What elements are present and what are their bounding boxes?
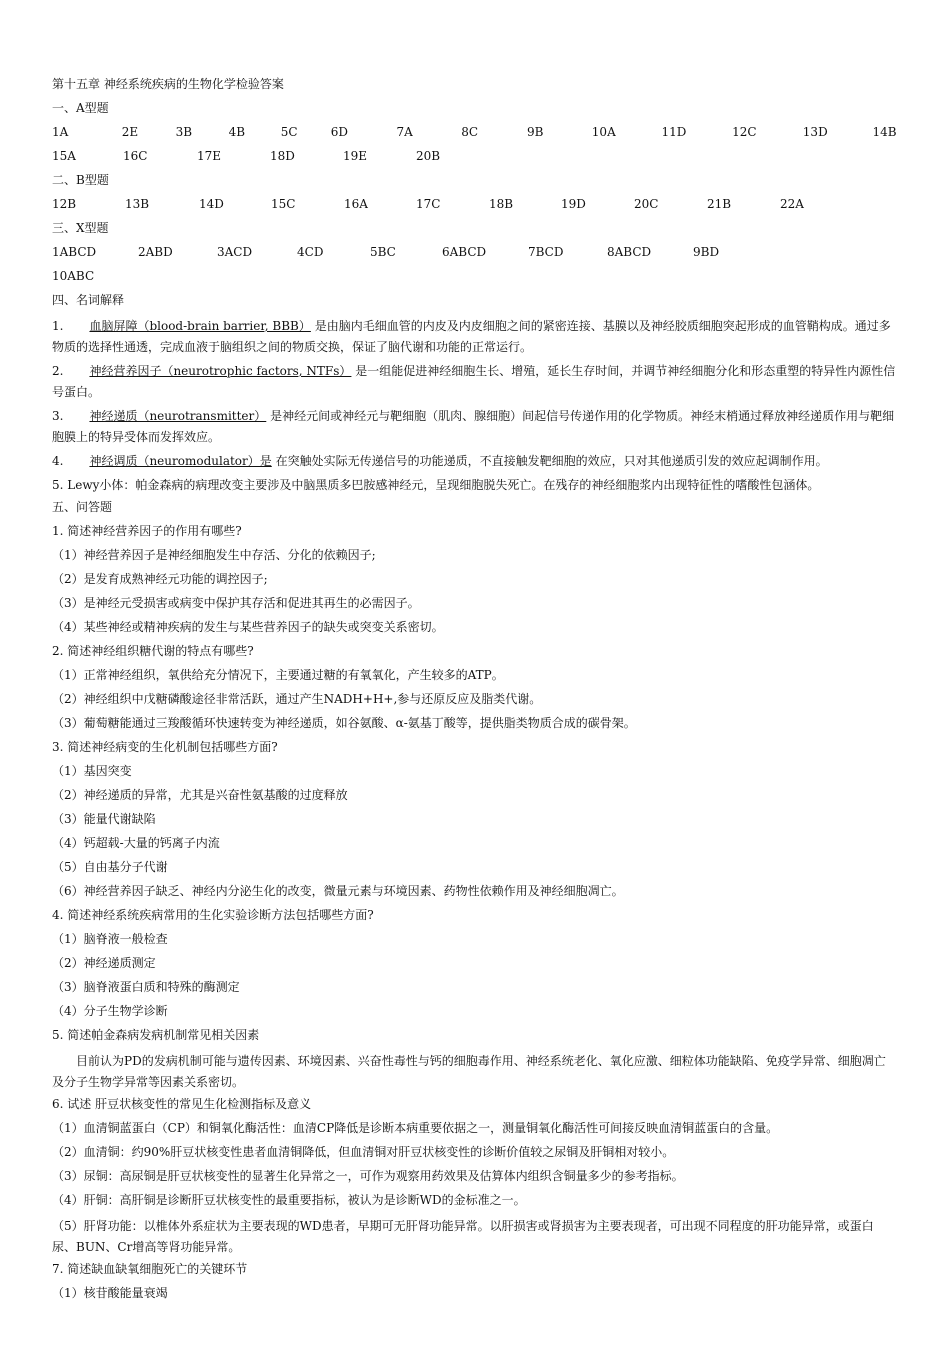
question-1: 1. 简述神经营养因子的作用有哪些?	[52, 524, 242, 538]
answer-line: （4）某些神经或精神疾病的发生与某些营养因子的缺失或突变关系密切。	[52, 620, 444, 634]
answer-line: （3）葡萄糖能通过三羧酸循环快速转变为神经递质，如谷氨酸、α-氨基丁酸等，提供脂类物质合成的碳骨架。	[52, 716, 636, 730]
answer-cell: 13D	[802, 125, 828, 139]
answer-cell: 11D	[661, 125, 687, 139]
section-x-heading: 三、X型题	[52, 221, 109, 235]
answer-cell: 8C	[461, 125, 479, 139]
answer-line: （3）能量代谢缺陷	[52, 812, 156, 826]
answer-line: （2）是发育成熟神经元功能的调控因子;	[52, 572, 268, 586]
answer-line: （1）脑脊液一般检查	[52, 932, 168, 946]
answer-paragraph: 目前认为PD的发病机制可能与遗传因素、环境因素、兴奋性毒性与钙的细胞毒作用、神经系统老化、氧化应激、细粒体功能缺陷、免疫学异常、细胞凋亡及分子生物学异常等因素关系密切。	[52, 1054, 886, 1089]
answer-cell: 4B	[228, 125, 246, 139]
answer-line: （1）神经营养因子是神经细胞发生中存活、分化的依赖因子;	[52, 548, 376, 562]
answer-cell: 1A	[52, 125, 69, 139]
answer-line: （4）肝铜：高肝铜是诊断肝豆状核变性的最重要指标，被认为是诊断WD的金标准之一。	[52, 1193, 526, 1207]
answer-cell: 10ABC	[52, 269, 95, 283]
section-x-row-1	[52, 244, 897, 260]
question-5: 5. 简述帕金森病发病机制常见相关因素	[52, 1028, 260, 1042]
answer-cell: 15C	[271, 197, 296, 211]
answer-line: （1）血清铜蓝蛋白（CP）和铜氧化酶活性：血清CP降低是诊断本病重要依据之一，测量铜氧化酶活性可间接反映血清铜蓝蛋白的含量。	[52, 1121, 779, 1135]
answer-line: （1）基因突变	[52, 764, 132, 778]
answer-cell: 21B	[707, 197, 732, 211]
answer-cell: 18D	[270, 149, 295, 163]
question-6: 6. 试述 肝豆状核变性的常见生化检测指标及意义	[52, 1097, 312, 1111]
answer-cell: 15A	[52, 149, 76, 163]
term-item: 2. 神经营养因子（neurotrophic factors, NTFs） 是一组能促进神经细胞生长、增殖，延长生存时间，并调节神经细胞分化和形态重塑的特异性内源性信号蛋白。	[52, 364, 896, 399]
answer-line: （4）钙超载-大量的钙离子内流	[52, 836, 220, 850]
answer-cell: 3ACD	[217, 245, 253, 259]
answer-cell: 16A	[344, 197, 368, 211]
answer-line: （5）自由基分子代谢	[52, 860, 168, 874]
answer-cell: 17C	[416, 197, 441, 211]
term-item: 1. 血脑屏障（blood-brain barrier, BBB） 是由脑内毛细血管的内皮及内皮细胞之间的紧密连接、基膜以及神经胶质细胞突起形成的血管鞘构成。通过多物质的选择性通透，完成血液于脑组织之间的物质交换，保证了脑代谢和功能的正常运行。	[52, 319, 891, 354]
document-page	[52, 76, 897, 1309]
answer-cell: 20B	[416, 149, 441, 163]
answer-cell: 2ABD	[138, 245, 173, 259]
section-x-row-2	[52, 268, 897, 284]
term-item: 5. Lewy小体：帕金森病的病理改变主要涉及中脑黑质多巴胺感神经元，呈现细胞脱失死亡。在残存的神经细胞浆内出现特征性的嗜酸性包涵体。	[52, 478, 820, 492]
answer-line: （3）脑脊液蛋白质和特殊的酶测定	[52, 980, 240, 994]
term-name: 血脑屏障（blood-brain barrier, BBB）	[89, 319, 311, 333]
answer-cell: 12B	[52, 197, 77, 211]
question-3: 3. 简述神经病变的生化机制包括哪些方面?	[52, 740, 278, 754]
answer-cell: 3B	[175, 125, 193, 139]
question-4: 4. 简述神经系统疾病常用的生化实验诊断方法包括哪些方面?	[52, 908, 374, 922]
section-a-row-1	[52, 124, 897, 140]
term-item: 3. 神经递质（neurotransmitter） 是神经元间或神经元与靶细胞（肌肉、腺细胞）间起信号传递作用的化学物质。神经末梢通过释放神经递质作用与靶细胞膜上的特异受体而发挥效应。	[52, 409, 895, 444]
answer-line: （2）神经递质的异常，尤其是兴奋性氨基酸的过度释放	[52, 788, 348, 802]
answer-cell: 20C	[634, 197, 659, 211]
answer-line: （1）核苷酸能量衰竭	[52, 1286, 168, 1300]
answer-cell: 16C	[123, 149, 148, 163]
answer-line: （4）分子生物学诊断	[52, 1004, 168, 1018]
answer-line: （3）是神经元受损害或病变中保护其存活和促进其再生的必需因子。	[52, 596, 420, 610]
answer-cell: 2E	[121, 125, 139, 139]
answer-cell: 17E	[197, 149, 222, 163]
answer-cell: 1ABCD	[52, 245, 97, 259]
answer-cell: 6D	[330, 125, 348, 139]
section-b-heading: 二、B型题	[52, 173, 109, 187]
document-title: 第十五章 神经系统疾病的生物化学检验答案	[52, 77, 284, 91]
answer-cell: 7A	[396, 125, 413, 139]
answer-line: （2）血清铜：约90%肝豆状核变性患者血清铜降低，但血清铜对肝豆状核变性的诊断价值较之尿铜及肝铜相对较小。	[52, 1145, 675, 1159]
answer-cell: 4CD	[297, 245, 324, 259]
answer-cell: 18B	[489, 197, 514, 211]
answer-line: （6）神经营养因子缺乏、神经内分泌生化的改变，微量元素与环境因素、药物性依赖作用及神经细胞凋亡。	[52, 884, 624, 898]
answer-cell: 5C	[280, 125, 298, 139]
answer-cell: 8ABCD	[607, 245, 652, 259]
answer-cell: 14B	[872, 125, 897, 139]
answer-line: （1）正常神经组织，氧供给充分情况下，主要通过糖的有氧氧化，产生较多的ATP。	[52, 668, 504, 682]
answer-cell: 22A	[780, 197, 804, 211]
section-a-heading: 一、A型题	[52, 101, 109, 115]
answer-paragraph: （5）肝肾功能：以椎体外系症状为主要表现的WD患者，早期可无肝肾功能异常。以肝损害或肾损害为主要表现者，可出现不同程度的肝功能异常，或蛋白尿、BUN、Cr增高等肾功能异常。	[52, 1219, 874, 1254]
question-7: 7. 简述缺血缺氧细胞死亡的关键环节	[52, 1262, 248, 1276]
answer-line: （3）尿铜：高尿铜是肝豆状核变性的显著生化异常之一，可作为观察用药效果及估算体内组织含铜量多少的参考指标。	[52, 1169, 684, 1183]
term-name: 神经营养因子（neurotrophic factors, NTFs）	[89, 364, 352, 378]
answer-line: （2）神经递质测定	[52, 956, 156, 970]
answer-cell: 14D	[199, 197, 224, 211]
answer-cell: 5BC	[370, 245, 396, 259]
answer-line: （2）神经组织中戊糖磷酸途径非常活跃，通过产生NADH+H+,参与还原反应及脂类代谢。	[52, 692, 542, 706]
term-item: 4. 神经调质（neuromodulator）是 在突触处实际无传递信号的功能递质，不直接触发靶细胞的效应，只对其他递质引发的效应起调制作用。	[52, 454, 828, 468]
answer-cell: 9B	[527, 125, 544, 139]
answer-cell: 19E	[343, 149, 368, 163]
terms-heading: 四、名词解释	[52, 293, 125, 307]
answer-cell: 9BD	[693, 245, 720, 259]
section-a-row-2	[52, 148, 897, 164]
qa-heading: 五、问答题	[52, 500, 113, 514]
term-name: 神经递质（neurotransmitter）	[89, 409, 267, 423]
section-b-row-1	[52, 196, 897, 212]
answer-cell: 13B	[125, 197, 150, 211]
answer-cell: 12C	[732, 125, 757, 139]
answer-cell: 19D	[561, 197, 586, 211]
question-2: 2. 简述神经组织糖代谢的特点有哪些?	[52, 644, 254, 658]
term-name: 神经调质（neuromodulator）是	[89, 454, 272, 468]
answer-cell: 6ABCD	[442, 245, 487, 259]
answer-cell: 10A	[591, 125, 616, 139]
answer-cell: 7BCD	[528, 245, 564, 259]
